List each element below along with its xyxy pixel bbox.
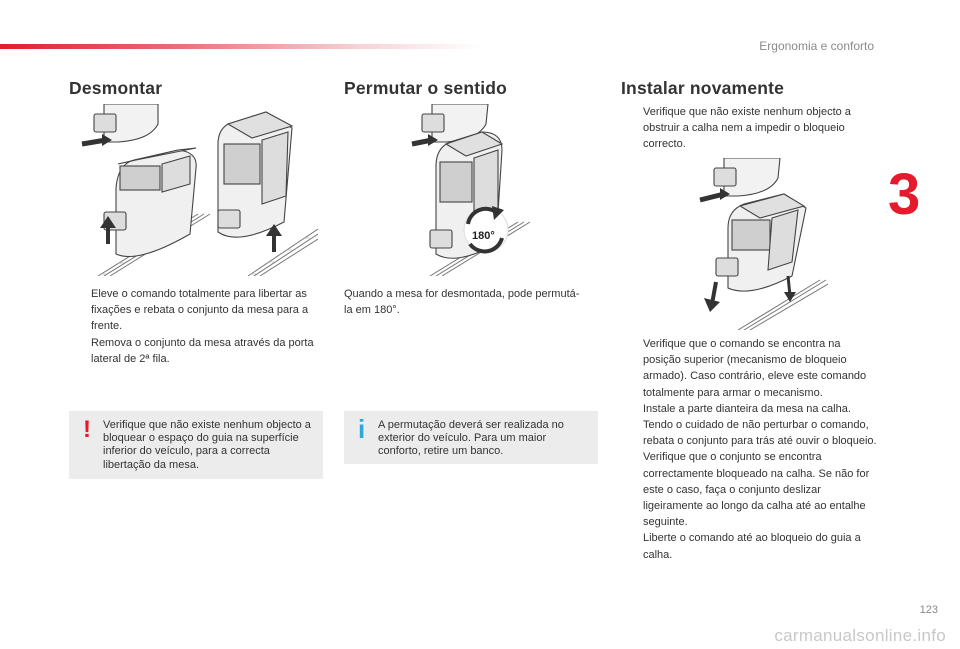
list-item: Remova o conjunto da mesa através da porta lateral de 2ª fila. <box>91 336 314 365</box>
list-item: Verifique que o comando se encontra na posição superior (mecanismo de bloqueio armado). Caso contrário, eleve este comando totalmente para armar o mecanismo. <box>643 338 867 399</box>
rotation-label: 180° <box>472 230 495 242</box>
info-box <box>344 411 598 464</box>
header-accent-bar <box>0 44 480 49</box>
info-text: A permutação deverá ser realizada no exterior do veículo. Para um maior conforto, retire um banco. <box>378 419 564 458</box>
footer-watermark[interactable]: carmanualsonline.info <box>774 626 946 645</box>
section-title-remove: Desmontar <box>69 78 163 98</box>
warning-text: Verifique que não existe nenhum objecto a bloquear o espaço do guia na superfície inferior do veículo, para a correcta libertação da mesa. <box>103 419 311 471</box>
list-item: Eleve o comando totalmente para libertar as fixações e rebata o conjunto da mesa para a frente. <box>91 288 309 333</box>
section-title-swap: Permutar o sentido <box>344 78 508 98</box>
info-icon: i <box>358 414 366 444</box>
list-item: Tendo o cuidado de não perturbar o comando, rebata o conjunto para trás até ouvir o bloqueio. <box>643 419 877 448</box>
warning-icon: ! <box>83 416 91 443</box>
chapter-number: 3 <box>888 162 921 227</box>
swap-table-illustration <box>410 104 540 276</box>
list-item: Liberte o comando até ao bloqueio do guia a calha. <box>643 532 861 561</box>
warning-box <box>69 411 323 479</box>
refit-table-illustration <box>698 158 828 330</box>
list-item: Instale a parte dianteira da mesa na calha. <box>643 402 851 415</box>
refit-steps-list <box>622 336 880 563</box>
section-title-refit: Instalar novamente <box>621 78 785 98</box>
chapter-title: Ergonomia e conforto <box>759 39 874 53</box>
refit-precheck-list <box>622 104 878 153</box>
remove-steps-list <box>70 286 318 367</box>
list-item: Verifique que não existe nenhum objecto a obstruir a calha nem a impedir o bloqueio correcto. <box>643 106 851 151</box>
swap-description: Quando a mesa for desmontada, pode permutá-la em 180°. <box>344 288 580 317</box>
remove-table-illustration <box>78 104 318 276</box>
page-number: 123 <box>919 604 938 616</box>
list-item: Verifique que o conjunto se encontra correctamente bloqueado na calha. Se não for este o caso, faça o conjunto deslizar ligeiramente ao longo da calha até ao entalhe seguinte. <box>643 451 870 529</box>
